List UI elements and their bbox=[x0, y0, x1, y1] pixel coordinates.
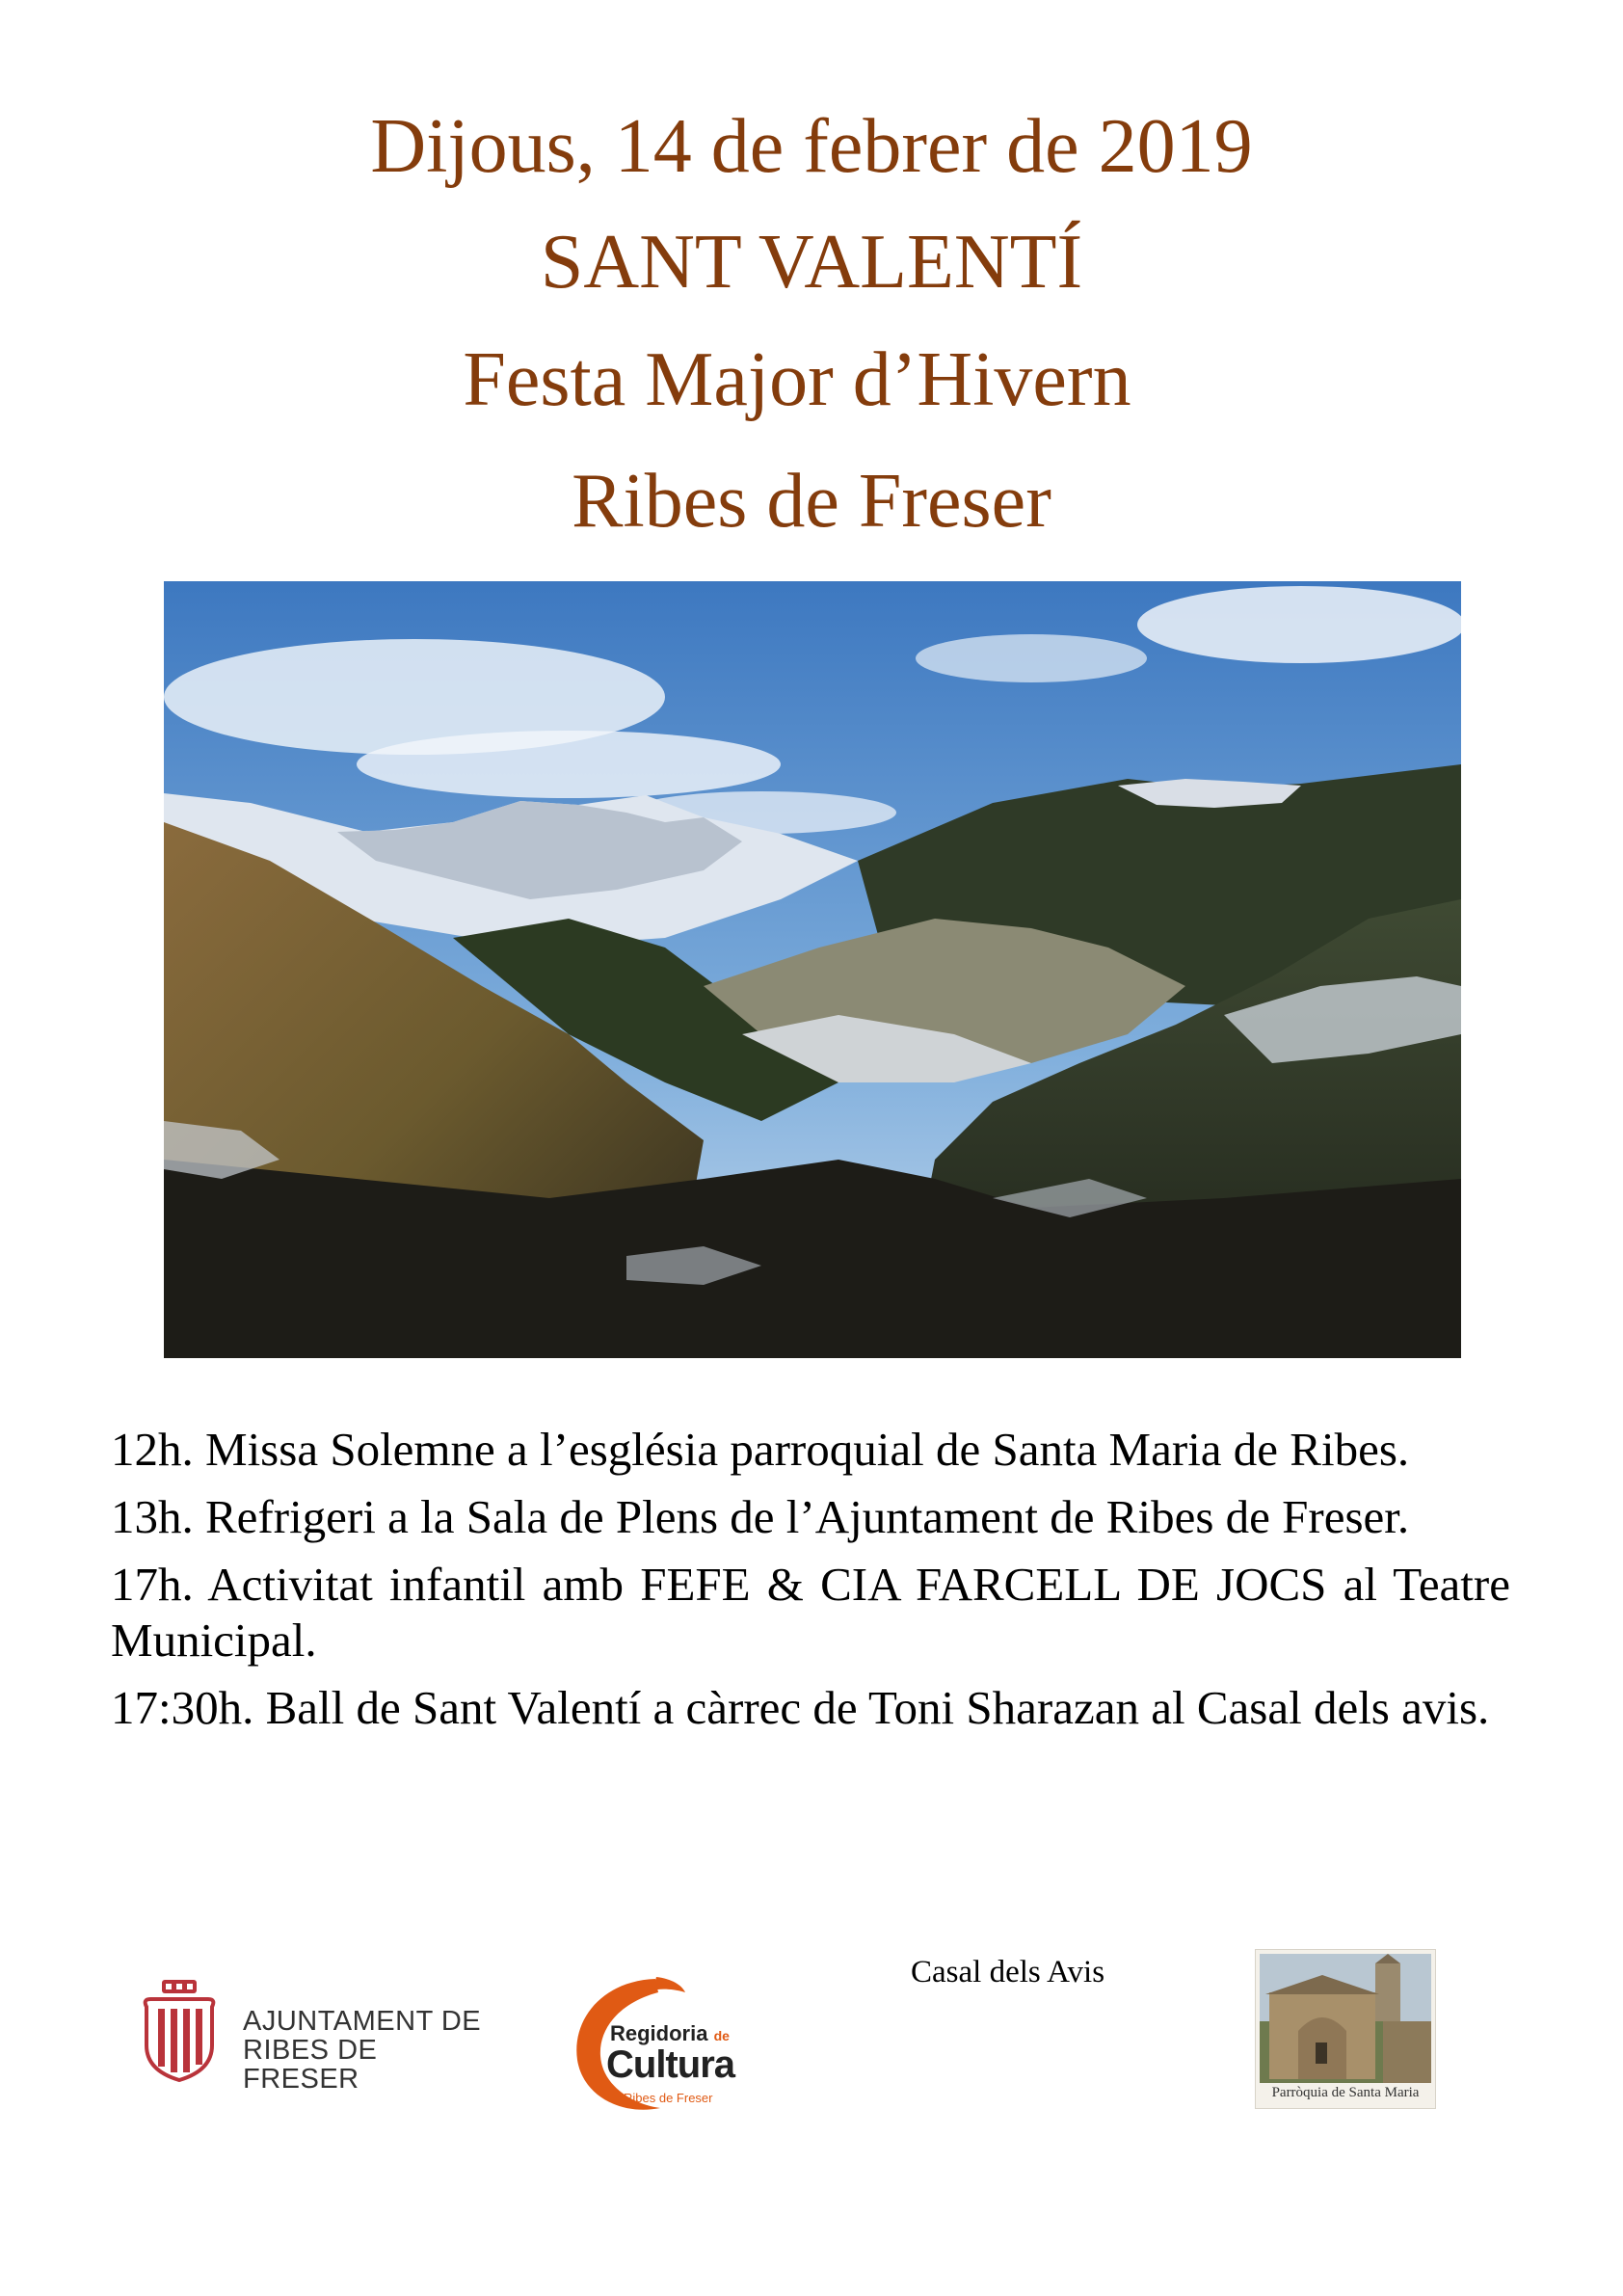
event-title: SANT VALENTÍ bbox=[540, 220, 1083, 305]
event-subtitle: Festa Major d’Hivern bbox=[463, 337, 1131, 422]
event-schedule bbox=[111, 1422, 1510, 1748]
church-photo bbox=[1260, 1954, 1431, 2083]
event-location: Ribes de Freser bbox=[572, 459, 1051, 544]
regidoria-cultura-logo bbox=[564, 1971, 747, 2116]
cultura-line1: Regidoria de bbox=[610, 2021, 730, 2045]
cultura-line2: Cultura bbox=[606, 2043, 734, 2086]
schedule-item: 17h. Activitat infantil amb FEFE & CIA FARCELL DE JOCS al Teatre Municipal. bbox=[111, 1558, 1510, 1667]
schedule-item: 13h. Refrigeri a la Sala de Plens de l’Ajuntament de Ribes de Freser. bbox=[111, 1490, 1410, 1543]
ajuntament-line1: AJUNTAMENT DE bbox=[243, 2006, 482, 2037]
crest-icon bbox=[141, 1978, 218, 2084]
event-date: Dijous, 14 de febrer de 2019 bbox=[370, 104, 1253, 189]
casal-dels-avis-label: Casal dels Avis bbox=[911, 1955, 1105, 1989]
parroquia-caption: Parròquia de Santa Maria bbox=[1271, 2085, 1420, 2100]
schedule-item: 12h. Missa Solemne a l’església parroquial de Santa Maria de Ribes. bbox=[111, 1423, 1410, 1476]
cultura-line3: Ribes de Freser bbox=[624, 2091, 713, 2105]
parroquia-logo bbox=[1255, 1949, 1436, 2109]
ajuntament-logo bbox=[141, 1978, 488, 2095]
schedule-item: 17:30h. Ball de Sant Valentí a càrrec de Toni Sharazan al Casal dels avis. bbox=[111, 1681, 1490, 1734]
ajuntament-line2: RIBES DE FRESER bbox=[243, 2035, 378, 2095]
mountain-valley-photo bbox=[164, 581, 1461, 1358]
